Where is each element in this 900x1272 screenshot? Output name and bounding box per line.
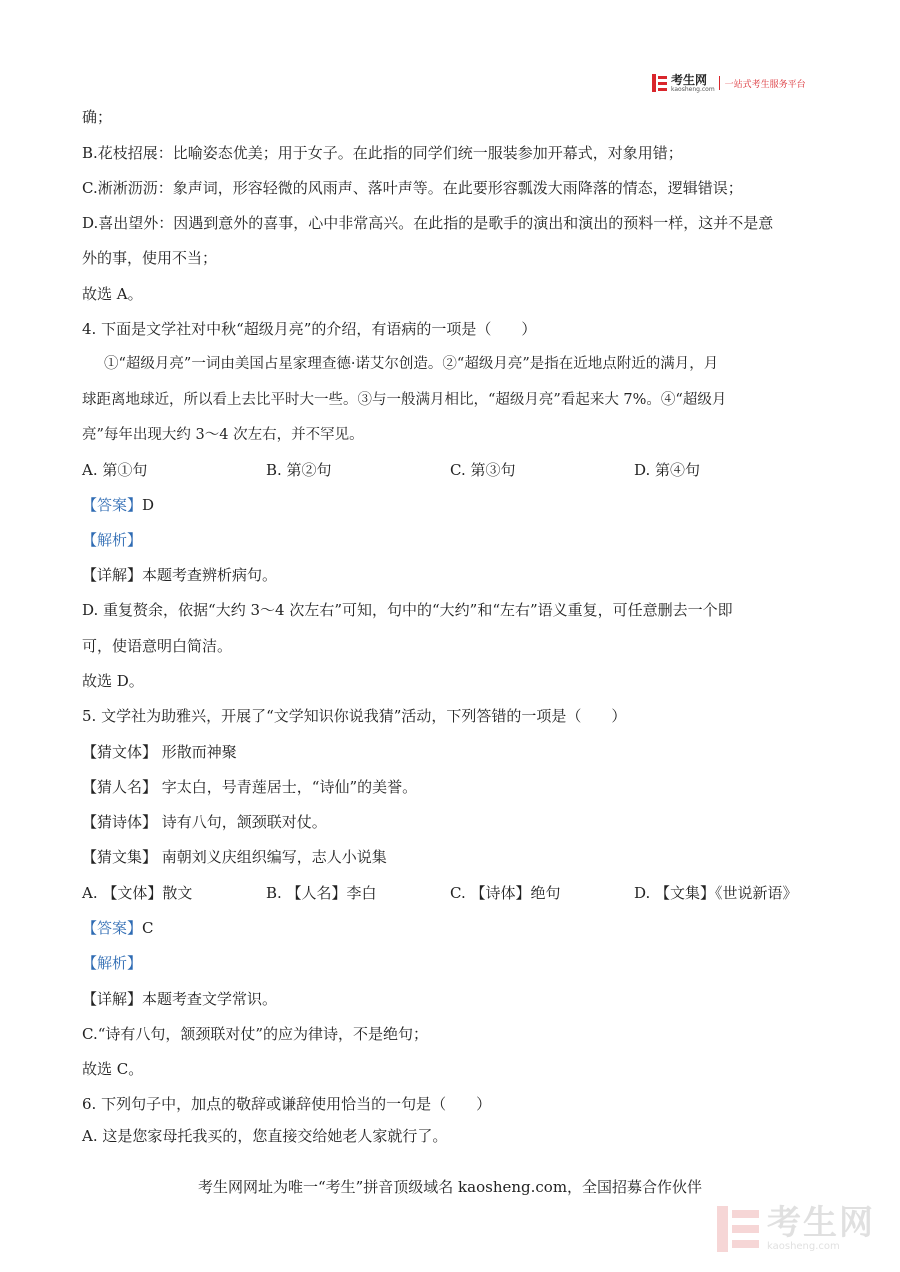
question-6-stem: 6. 下列句子中，加点的敬辞或谦辞使用恰当的一句是（ ） (82, 1095, 492, 1113)
explanation-line: D. 重复赘余，依据“大约 3～4 次左右”可知，句中的“大约”和“左右”语义重复，可任意删去一个即 (82, 601, 733, 619)
question-5-stem: 5. 文学社为助雅兴，开展了“文学知识你说我猜”活动，下列答错的一项是（ ） (82, 707, 627, 725)
text-line: B.花枝招展：比喻姿态优美；用于女子。在此指的同学们统一服装参加开幕式，对象用错； (82, 144, 683, 162)
question-4-option-a: A. 第①句 (82, 461, 148, 479)
question-4-passage: ①“超级月亮”一词由美国占星家理查德·诺艾尔创造。②“超级月亮”是指在近地点附近的满月，月 (104, 356, 719, 372)
page-footer: 考生网网址为唯一“考生”拼音顶级域名 kaosheng.com，全国招募合作伙伴 (197, 1178, 703, 1196)
question-5-option-b: B. 【人名】李白 (266, 884, 377, 902)
explanation-line: 可，使语意明白简洁。 (82, 637, 233, 655)
answer-tag: 【答案】 (82, 919, 143, 937)
question-5-clue: 【猜文集】 南朝刘义庆组织编写，志人小说集 (82, 848, 387, 866)
watermark-brand-name: 考生网 (767, 1203, 875, 1243)
watermark-domain: kaosheng.com (767, 1241, 840, 1252)
explanation-line: C.“诗有八句，颔颈联对仗”的应为律诗，不是绝句； (82, 1025, 429, 1043)
question-4-option-b: B. 第②句 (266, 461, 332, 479)
question-4-option-d: D. 第④句 (634, 461, 701, 479)
question-6-option-a: A. 这是您家母托我买的，您直接交给她老人家就行了。 (82, 1127, 448, 1145)
question-5-option-a: A. 【文体】散文 (82, 884, 193, 902)
analysis-tag: 【解析】 (82, 531, 143, 549)
answer-value: C (142, 919, 154, 937)
question-4-answer (82, 494, 154, 516)
question-5-option-d: D. 【文集】《世说新语》 (634, 884, 798, 902)
answer-value: D (142, 496, 155, 514)
question-5-answer (82, 917, 154, 939)
header-logo (652, 72, 822, 94)
detail-line: 【详解】本题考查辨析病句。 (82, 566, 278, 584)
watermark (717, 1203, 887, 1255)
header-divider (719, 76, 720, 90)
question-5-clue: 【猜诗体】 诗有八句，颔颈联对仗。 (82, 813, 327, 831)
question-5-option-c: C. 【诗体】绝句 (450, 884, 561, 902)
text-line: 确； (82, 108, 113, 126)
detail-line: 【详解】本题考查文学常识。 (82, 990, 278, 1008)
kaosheng-logo-icon (652, 74, 668, 92)
header-brand-name: 考生网 (671, 72, 708, 87)
question-4-passage: 球距离地球近，所以看上去比平时大一些。③与一般满月相比，“超级月亮”看起来大 7%。④“超级月 (82, 392, 727, 408)
header-brand-domain: kaosheng.com (671, 85, 715, 93)
text-line: 故选 A。 (82, 285, 143, 303)
question-4-stem: 4. 下面是文学社对中秋“超级月亮”的介绍，有语病的一项是（ ） (82, 320, 537, 338)
analysis-tag: 【解析】 (82, 954, 143, 972)
text-line: D.喜出望外：因遇到意外的喜事，心中非常高兴。在此指的是歌手的演出和演出的预料一样，这并不是意 (82, 214, 774, 232)
header-slogan: 一站式考生服务平台 (724, 79, 806, 90)
text-line: 外的事，使用不当； (82, 249, 218, 267)
question-4-passage: 亮”每年出现大约 3～4 次左右，并不罕见。 (82, 427, 364, 443)
choose-line: 故选 C。 (82, 1060, 144, 1078)
question-5-clue: 【猜文体】 形散而神聚 (82, 743, 237, 761)
text-line: C.淅淅沥沥：象声词，形容轻微的风雨声、落叶声等。在此要形容瓢泼大雨降落的情态，逻辑错误； (82, 179, 743, 197)
question-4-option-c: C. 第③句 (450, 461, 516, 479)
choose-line: 故选 D。 (82, 672, 144, 690)
answer-tag: 【答案】 (82, 496, 143, 514)
kaosheng-watermark-icon (717, 1206, 761, 1252)
question-5-clue: 【猜人名】 字太白，号青莲居士，“诗仙”的美誉。 (82, 778, 418, 796)
